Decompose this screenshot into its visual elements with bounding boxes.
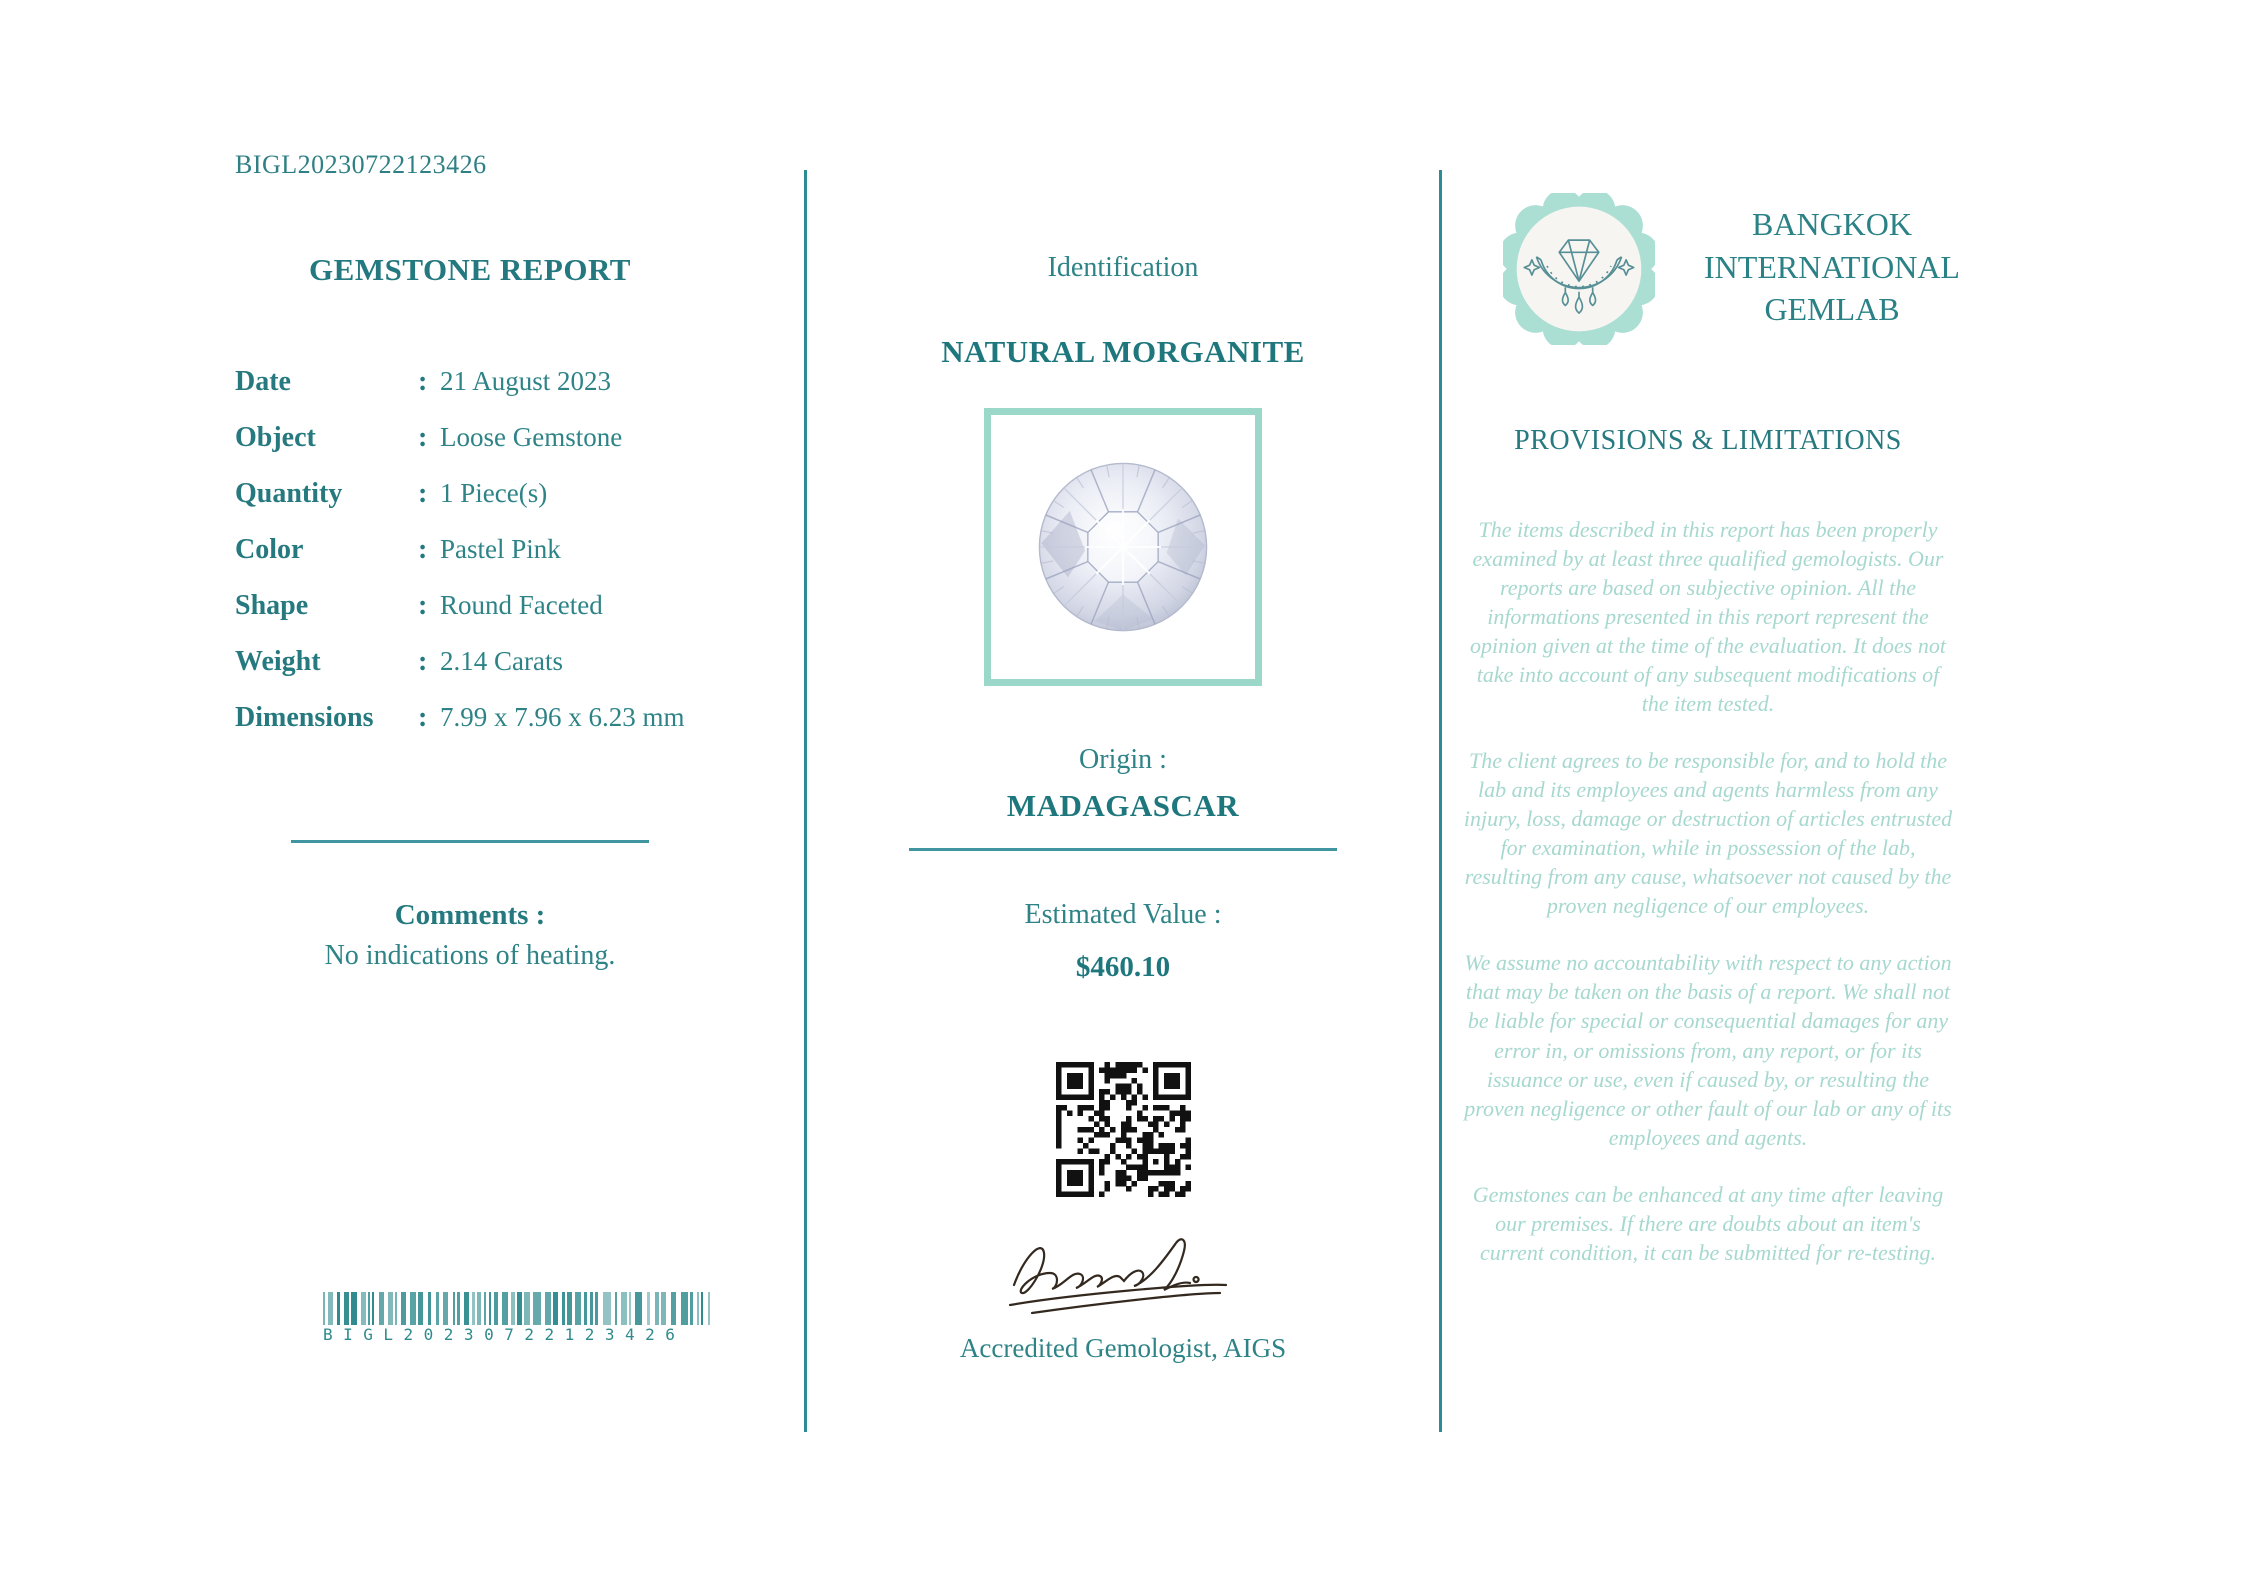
lab-name-line: INTERNATIONAL	[1704, 248, 1960, 285]
detail-label: Shape	[235, 590, 309, 621]
detail-separator: :	[418, 646, 428, 677]
estimated-value-heading: Estimated Value :	[1024, 899, 1222, 930]
signature-stroke	[1014, 1239, 1190, 1293]
detail-row-quantity	[235, 478, 780, 534]
column-divider-right	[1439, 170, 1442, 1432]
lab-column	[1463, 0, 2033, 1295]
lab-name	[1667, 193, 1997, 331]
detail-label: Weight	[235, 646, 321, 677]
detail-separator: :	[418, 366, 428, 397]
detail-separator: :	[418, 590, 428, 621]
detail-separator: :	[418, 702, 428, 733]
signature-underline-2	[1032, 1293, 1220, 1313]
detail-row-weight	[235, 646, 780, 702]
provisions-heading: PROVISIONS & LIMITATIONS	[1514, 425, 1902, 456]
gemologist-title: Accredited Gemologist, AIGS	[959, 1333, 1287, 1363]
signature-dot	[1194, 1277, 1199, 1282]
detail-row-shape	[235, 590, 780, 646]
detail-value: 21 August 2023	[440, 366, 612, 396]
detail-label: Dimensions	[235, 702, 374, 733]
gem-photo	[1028, 452, 1218, 642]
left-divider-line	[291, 840, 649, 843]
estimated-value: $460.10	[1075, 951, 1171, 983]
comments-text: No indications of heating.	[324, 940, 616, 971]
detail-row-object	[235, 422, 780, 478]
barcode	[323, 1292, 713, 1344]
detail-value: 7.99 x 7.96 x 6.23 mm	[440, 702, 685, 732]
detail-label: Quantity	[235, 478, 343, 509]
detail-value: 2.14 Carats	[440, 646, 563, 676]
report-summary-column	[160, 0, 780, 1589]
column-divider-left	[804, 170, 807, 1432]
provisions-text	[1463, 515, 1953, 1267]
detail-row-date	[235, 366, 780, 422]
middle-divider-line	[909, 848, 1337, 851]
lab-logo-icon	[1503, 193, 1655, 345]
comments-heading: Comments :	[394, 899, 546, 931]
detail-row-color	[235, 534, 780, 590]
detail-separator: :	[418, 478, 428, 509]
detail-value: Loose Gemstone	[440, 422, 623, 452]
provisions-paragraph: The client agrees to be responsible for, and to hold the lab and its employees and agents harmless from any injury, loss, damage or destruction of articles entrusted for examination, while in possession of the lab, resulting from any cause, whatsoever not caused by the proven negligence of our employees.	[1463, 748, 1953, 919]
qr-code	[1056, 1062, 1191, 1197]
identification-column	[808, 0, 1438, 1364]
barcode-text: BIGL20230722123426	[323, 1325, 686, 1344]
detail-value: Pastel Pink	[440, 534, 561, 564]
gem-species: NATURAL MORGANITE	[941, 334, 1305, 369]
origin-value: MADAGASCAR	[1006, 788, 1240, 823]
report-number: BIGL20230722123426	[235, 150, 487, 179]
barcode-bars	[323, 1292, 713, 1325]
origin-heading: Origin :	[1079, 744, 1167, 775]
provisions-paragraph: Gemstones can be enhanced at any time after leaving our premises. If there are doubts about an item's current condition, it can be submitted for re-testing.	[1472, 1181, 1944, 1265]
detail-value: 1 Piece(s)	[440, 478, 548, 508]
provisions-paragraph: The items described in this report has been properly examined by at least three qualified gemologists. Our reports are based on subjective opinion. All the informations presented in this report represent the opinion given at the time of the evaluation. It does not take into account of any subsequent modifications of the item tested.	[1470, 517, 1946, 717]
provisions-paragraph: We assume no accountability with respect to any action that may be taken on the basis of a report. We shall not be liable for special or consequential damages for any error in, or omissions from, any report, or for its issuance or use, even if caused by, or resulting the proven negligence or other fault of our lab or any of its employees and agents.	[1464, 950, 1952, 1150]
lab-name-line: BANGKOK	[1752, 206, 1912, 242]
detail-label: Object	[235, 422, 316, 453]
detail-row-dimensions	[235, 702, 780, 758]
detail-separator: :	[418, 534, 428, 565]
detail-label: Color	[235, 534, 304, 565]
gem-photo-frame	[984, 408, 1262, 686]
identification-heading: Identification	[1047, 252, 1199, 283]
signature	[998, 1223, 1248, 1323]
detail-label: Date	[235, 366, 291, 397]
lab-header	[1463, 193, 2033, 345]
detail-value: Round Faceted	[440, 590, 603, 620]
lab-name-line: GEMLAB	[1764, 291, 1900, 328]
report-title: GEMSTONE REPORT	[309, 252, 631, 287]
details-table	[235, 366, 780, 758]
detail-separator: :	[418, 422, 428, 453]
